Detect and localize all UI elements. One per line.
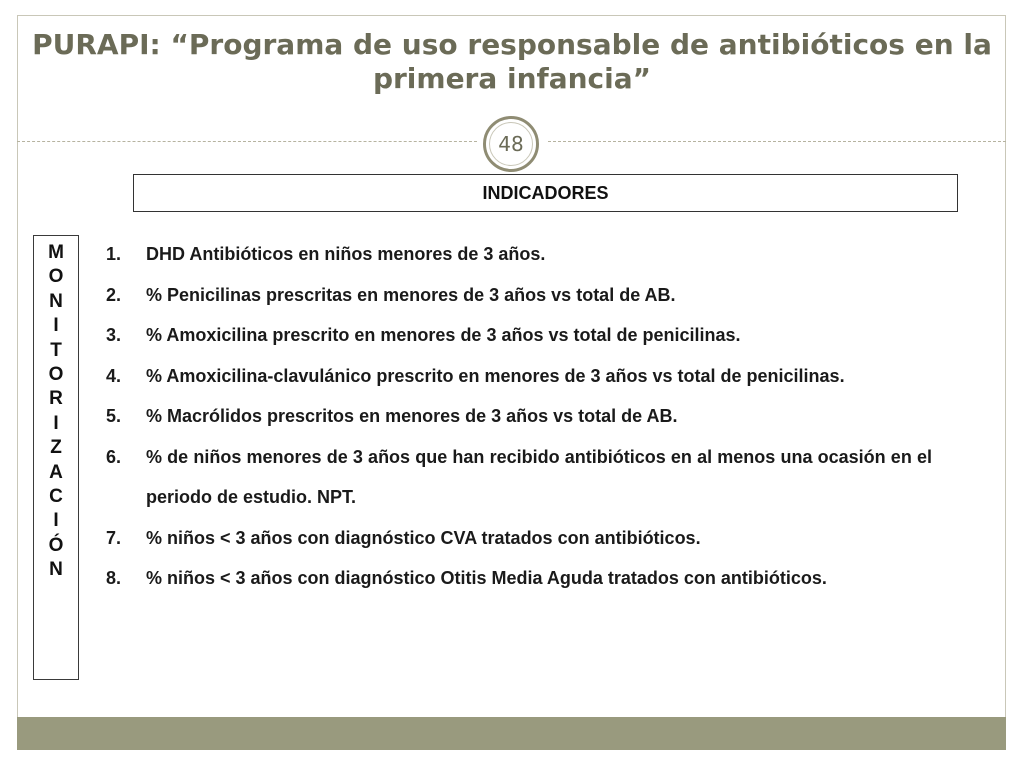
indicator-list: [100, 234, 932, 599]
item-text: % Amoxicilina-clavulánico prescrito en menores de 3 años vs total de penicilinas.: [146, 365, 845, 386]
item-number: 1.: [106, 244, 122, 264]
letter: Z: [50, 437, 62, 459]
item-number: 8.: [106, 568, 122, 588]
item-text: DHD Antibióticos en niños menores de 3 años.: [146, 244, 546, 264]
item-text: % Penicilinas prescritas en menores de 3 años vs total de AB.: [146, 284, 676, 305]
letter: Ó: [48, 534, 64, 556]
list-item: [100, 396, 932, 437]
letter: N: [49, 559, 63, 581]
item-number: 2.: [106, 284, 122, 305]
item-number: 6.: [106, 446, 122, 467]
list-item: [100, 234, 932, 275]
monitoring-letters: [34, 241, 78, 583]
item-number: 3.: [106, 325, 122, 345]
item-text: % niños < 3 años con diagnóstico Otitis Media Aguda tratados con antibióticos.: [146, 568, 827, 588]
item-text: % de niños menores de 3 años que han recibido antibióticos en al menos una ocasión en el periodo de estudio. NPT.: [146, 446, 932, 507]
letter: I: [53, 315, 59, 337]
indicators-header: INDICADORES: [133, 174, 958, 212]
footer-bar: [17, 717, 1006, 750]
divider-left: [17, 141, 477, 142]
item-number: 5.: [106, 406, 122, 426]
item-text: % Macrólidos prescritos en menores de 3 años vs total de AB.: [146, 406, 678, 426]
letter: N: [49, 290, 63, 312]
list-item: [100, 356, 932, 397]
letter: O: [48, 266, 64, 288]
letter: I: [53, 412, 59, 434]
letter: M: [48, 242, 64, 263]
item-text: % niños < 3 años con diagnóstico CVA tratados con antibióticos.: [146, 527, 701, 548]
list-item: [100, 315, 932, 356]
list-item: [100, 558, 932, 599]
letter: R: [49, 388, 63, 410]
item-number: 4.: [106, 365, 122, 386]
divider-right: [548, 141, 1006, 142]
letter: A: [49, 461, 63, 483]
page-number-badge: [483, 116, 539, 172]
letter: O: [48, 364, 64, 386]
letter: C: [49, 486, 63, 508]
page-number: 48: [489, 122, 533, 166]
list-item: [100, 437, 932, 518]
list-item: [100, 518, 932, 559]
item-text: % Amoxicilina prescrito en menores de 3 años vs total de penicilinas.: [146, 325, 741, 345]
monitoring-vertical-label: [33, 235, 79, 680]
letter: T: [50, 339, 62, 361]
item-number: 7.: [106, 527, 122, 548]
slide-title: PURAPI: “Programa de uso responsable de antibióticos en la primera infancia”: [32, 28, 992, 95]
letter: I: [53, 510, 59, 532]
list-item: [100, 275, 932, 316]
